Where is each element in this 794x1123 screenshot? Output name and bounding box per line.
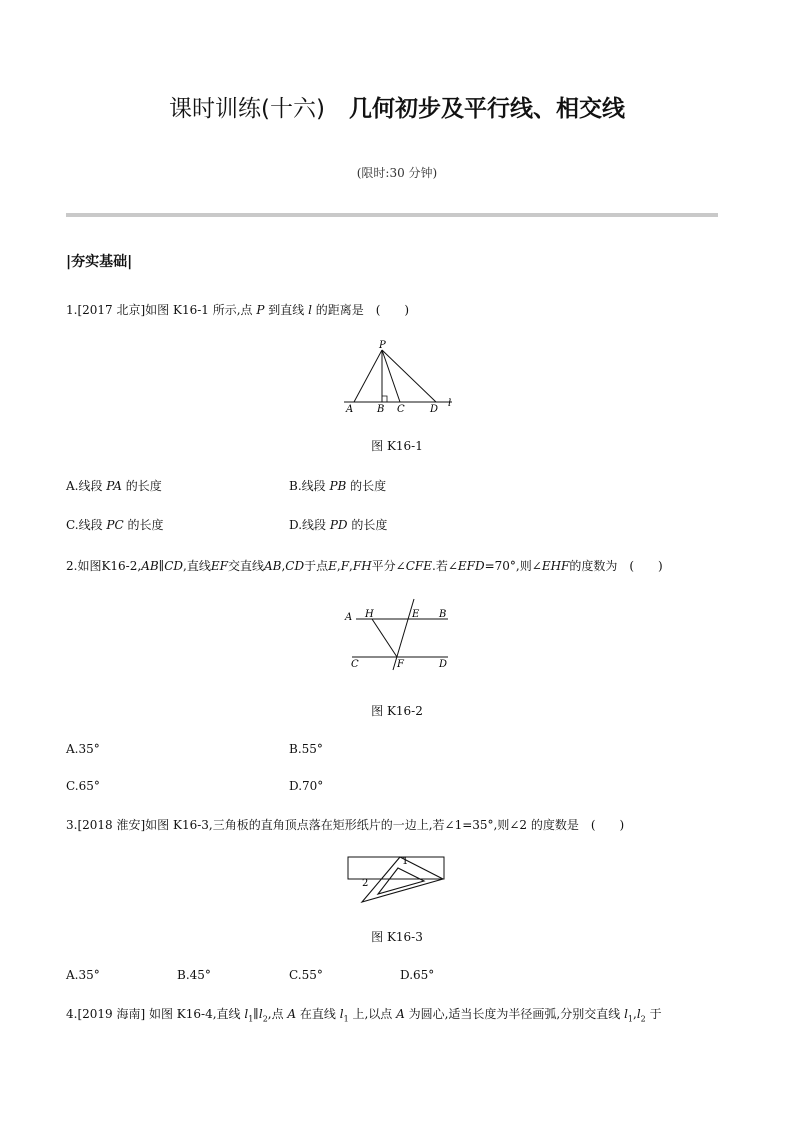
right-angle-mark (382, 396, 387, 402)
title-main: 课时训练(十六) (169, 96, 325, 122)
stem-segment: l (636, 1007, 641, 1021)
stem-segment: 上,以点 (348, 1007, 397, 1021)
stem-segment: E (328, 559, 337, 573)
label-p: P (379, 340, 386, 351)
stem-segment: ,点 (267, 1007, 288, 1021)
stem-segment: .若∠ (432, 559, 458, 573)
stem-segment: ∥ (253, 1007, 259, 1021)
label-l: l (448, 398, 452, 409)
title-sub: 几何初步及平行线、相交线 (348, 96, 625, 122)
stem-segment: , (633, 1007, 637, 1021)
q2-option-c[interactable]: C.65° (66, 779, 100, 793)
section-heading: |夯实基础| (66, 254, 133, 270)
stem-segment: 的度数为 ( ) (569, 559, 663, 573)
stem-segment: , (281, 559, 286, 573)
stem-segment: 4.[2019 海南] 如图 K16-4,直线 (66, 1007, 245, 1021)
figure-k16-1 (340, 338, 460, 418)
label-b: B (377, 404, 385, 415)
label-h: H (365, 609, 374, 620)
q1-option-b[interactable]: B.线段 PB 的长度 (289, 479, 387, 493)
page-title (0, 90, 794, 123)
segment-pc (382, 350, 400, 402)
stem-segment: AB (263, 559, 282, 573)
stem-segment: ,直线 (183, 559, 211, 573)
label-angle-1: 1 (402, 856, 409, 867)
stem-segment: 2 (640, 1014, 646, 1024)
time-limit: (限时:30 分钟) (356, 166, 438, 180)
stem-segment: , (336, 559, 341, 573)
stem-segment: CD (164, 559, 184, 573)
label-f: F (397, 659, 404, 670)
stem-segment: EF (210, 559, 228, 573)
stem-segment: 为圆心,适当长度为半径画弧,分别交直线 (404, 1007, 625, 1021)
figure-k16-3-caption: 图 K16-3 (371, 930, 423, 944)
stem-segment: l (258, 1007, 263, 1021)
stem-segment: 1 (248, 1014, 254, 1024)
q2-option-d[interactable]: D.70° (289, 779, 324, 793)
question-2-stem (66, 558, 663, 574)
stem-segment: A (287, 1007, 297, 1021)
q2-option-b[interactable]: B.55° (289, 742, 323, 756)
stem-segment: , (349, 559, 353, 573)
figure-k16-1-caption: 图 K16-1 (371, 439, 423, 453)
q1-option-d[interactable]: D.线段 PD 的长度 (289, 518, 388, 532)
stem-segment: FH (352, 559, 372, 573)
question-3-stem: 3.[2018 淮安]如图 K16-3,三角板的直角顶点落在矩形纸片的一边上,若∠1=35°,则∠2 的度数是 ( ) (66, 818, 625, 832)
segment-fh (372, 619, 397, 657)
stem-segment: AB (141, 559, 159, 573)
figure-k16-2-caption: 图 K16-2 (371, 704, 423, 718)
label-angle-2: 2 (362, 878, 369, 889)
q3-option-b[interactable]: B.45° (177, 968, 211, 982)
stem-segment: 1 (627, 1014, 633, 1024)
stem-segment: 平分∠ (371, 559, 406, 573)
stem-segment: l (244, 1007, 249, 1021)
stem-segment: EFD (457, 559, 485, 573)
label-d: D (430, 404, 439, 415)
stem-segment: 在直线 (296, 1007, 340, 1021)
q2-option-a[interactable]: A.35° (66, 742, 100, 756)
stem-segment: 交直线 (227, 559, 264, 573)
stem-segment: A (396, 1007, 405, 1021)
label-b: B (439, 609, 447, 620)
q1-option-c[interactable]: C.线段 PC 的长度 (66, 518, 164, 532)
header-divider (66, 213, 718, 217)
stem-segment: 2 (262, 1014, 268, 1024)
stem-segment: 2.如图K16-2, (66, 559, 142, 573)
q3-option-d[interactable]: D.65° (400, 968, 435, 982)
stem-segment: =70°,则∠ (484, 559, 542, 573)
stem-segment: l (624, 1007, 628, 1021)
q3-option-c[interactable]: C.55° (289, 968, 323, 982)
stem-segment: ∥ (158, 559, 165, 573)
label-a: A (346, 404, 354, 415)
label-d: D (439, 659, 448, 670)
stem-segment: CD (285, 559, 305, 573)
label-e: E (412, 609, 420, 620)
rectangle-paper (348, 857, 444, 879)
segment-pa (354, 350, 382, 402)
question-4-stem (66, 1006, 662, 1027)
label-a: A (345, 612, 353, 623)
label-c: C (351, 659, 359, 670)
stem-segment: 于 (645, 1007, 662, 1021)
stem-segment: 于点 (304, 559, 329, 573)
figure-k16-2 (338, 596, 458, 672)
figure-k16-3 (340, 852, 452, 908)
question-1-stem: 1.[2017 北京]如图 K16-1 所示,点 P 到直线 l 的距离是 ( ) (66, 303, 410, 317)
label-c: C (397, 404, 405, 415)
stem-segment: F (340, 559, 350, 573)
stem-segment: EHF (541, 559, 570, 573)
q1-option-a[interactable]: A.线段 PA 的长度 (66, 479, 162, 493)
stem-segment: CFE (405, 559, 433, 573)
segment-pd (382, 350, 436, 402)
q3-option-a[interactable]: A.35° (66, 968, 100, 982)
stem-segment: 1 (343, 1014, 349, 1024)
stem-segment: l (339, 1007, 344, 1021)
